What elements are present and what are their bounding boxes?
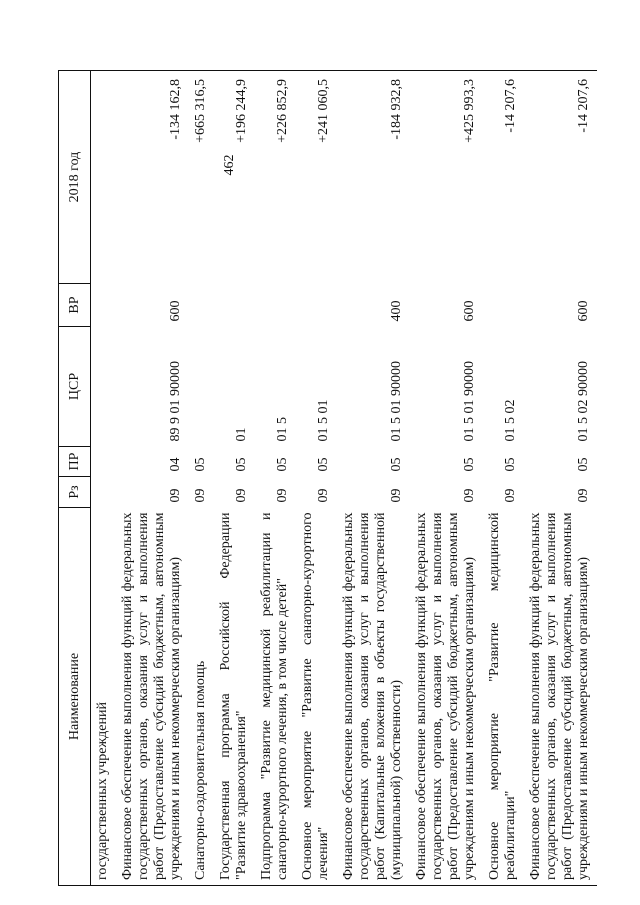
row-vr: 600	[168, 300, 183, 322]
row-value: -184 932,8	[389, 79, 404, 140]
header-row	[59, 71, 91, 886]
table-row	[524, 71, 597, 886]
row-pr: 05	[234, 457, 249, 472]
header-pr: ПР	[59, 447, 91, 477]
header-year: 2018 год	[59, 71, 91, 284]
row-name: государственных учреждений	[95, 702, 110, 880]
row-name: Финансовое обеспечение выполнения функций федеральных государственных органов, оказания услуг и выполнения работ (Предоставление субсидий бюджетным, автономным учреждениям и иным некоммерческим организациям)	[120, 512, 183, 880]
row-rz: 09	[168, 488, 183, 503]
row-csr	[91, 327, 117, 447]
row-vr: 400	[389, 300, 404, 322]
row-value	[91, 71, 117, 284]
row-csr: 01 5	[275, 417, 290, 442]
table-row	[189, 71, 214, 886]
row-name: Финансовое обеспечение выполнения функций федеральных государственных органов, оказания услуг и выполнения работ (Предоставление субсидий бюджетным, автономным учреждениям и иным некоммерческим организациям)	[414, 512, 477, 880]
row-name: Основное мероприятие "Развитие медицинской реабилитации"	[487, 512, 518, 880]
row-rz: 09	[193, 488, 208, 503]
row-vr	[214, 284, 255, 327]
row-vr	[483, 284, 524, 327]
row-vr	[296, 284, 337, 327]
table-row	[483, 71, 524, 886]
table-row	[296, 71, 337, 886]
table-row	[255, 71, 296, 886]
row-value: +226 852,9	[275, 79, 290, 143]
row-value: +425 993,3	[462, 79, 477, 143]
header-rz: Рз	[59, 477, 91, 508]
table-row	[214, 71, 255, 886]
row-csr: 89 9 01 90000	[168, 361, 183, 442]
row-rz: 09	[316, 488, 331, 503]
row-name: Финансовое обеспечение выполнения функций федеральных государственных органов, оказания услуг и выполнения работ (Капитальные вложения в объекты государственной (муниципальной) собственности)	[341, 512, 404, 880]
page-number: 462	[222, 154, 237, 176]
row-pr: 05	[503, 457, 518, 472]
row-rz	[91, 477, 117, 508]
rotated-table-container	[58, 71, 591, 886]
budget-table	[58, 70, 597, 886]
row-rz: 09	[275, 488, 290, 503]
table-row	[410, 71, 483, 886]
row-pr: 04	[168, 457, 183, 472]
row-value: -14 207,6	[576, 79, 591, 133]
header-name: Наименование	[59, 508, 91, 886]
row-name: Государственная программа Российской Федерации "Развитие здравоохранения"	[218, 512, 249, 880]
header-csr: ЦСР	[59, 327, 91, 447]
row-value: +196 244,9	[234, 79, 249, 143]
row-pr: 05	[316, 457, 331, 472]
row-name: Санаторно-оздоровительная помощь	[193, 660, 208, 880]
table-body	[91, 71, 598, 886]
row-csr: 01	[234, 427, 249, 442]
row-pr: 05	[462, 457, 477, 472]
row-csr	[189, 327, 214, 447]
row-pr: 05	[193, 457, 208, 472]
row-csr: 01 5 02	[503, 399, 518, 442]
row-rz: 09	[389, 488, 404, 503]
row-csr: 01 5 01	[316, 399, 331, 442]
row-csr: 01 5 01 90000	[462, 361, 477, 442]
row-csr: 01 5 02 90000	[576, 361, 591, 442]
table-row	[116, 71, 189, 886]
row-name: Основное мероприятие "Развитие санаторно-курортного лечения"	[300, 512, 331, 880]
row-name: Подпрограмма "Развитие медицинской реабилитации и санаторно-курортного лечения, в том числе детей"	[259, 512, 290, 880]
table-row	[91, 71, 117, 886]
header-vr: ВР	[59, 284, 91, 327]
row-pr: 05	[389, 457, 404, 472]
row-name: Финансовое обеспечение выполнения функций федеральных государственных органов, оказания услуг и выполнения работ (Предоставление субсидий бюджетным, автономным учреждениям и иным некоммерческим организациям)	[528, 512, 591, 880]
row-pr	[91, 447, 117, 477]
row-vr	[189, 284, 214, 327]
row-rz: 09	[462, 488, 477, 503]
row-value: -14 207,6	[503, 79, 518, 133]
row-pr: 05	[275, 457, 290, 472]
row-rz: 09	[576, 488, 591, 503]
table-row	[337, 71, 410, 886]
row-value: +665 316,5	[193, 79, 208, 143]
row-value: -134 162,8	[168, 79, 183, 140]
row-pr: 05	[576, 457, 591, 472]
row-rz: 09	[234, 488, 249, 503]
row-vr: 600	[576, 300, 591, 322]
row-csr: 01 5 01 90000	[389, 361, 404, 442]
row-vr: 600	[462, 300, 477, 322]
row-rz: 09	[503, 488, 518, 503]
row-vr	[91, 284, 117, 327]
row-value: +241 060,5	[316, 79, 331, 143]
row-vr	[255, 284, 296, 327]
